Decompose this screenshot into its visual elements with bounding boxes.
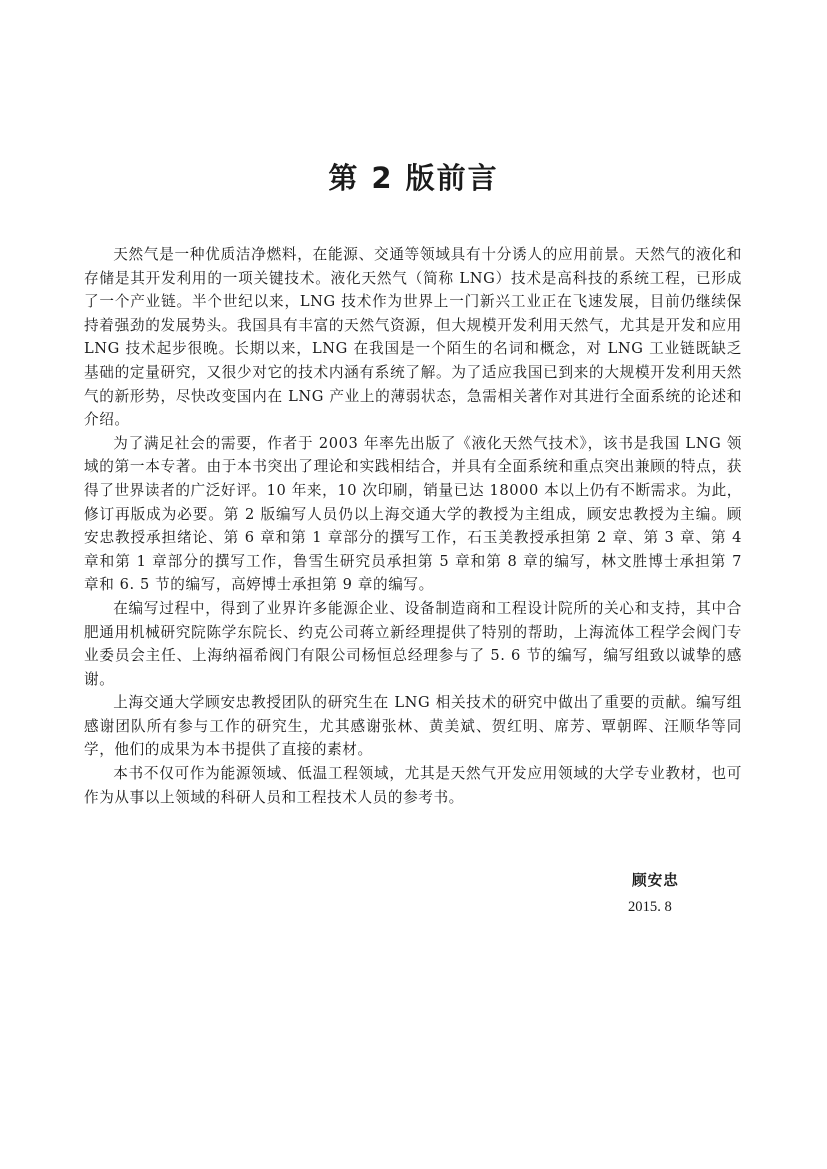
preface-body (84, 243, 742, 809)
signature-block (628, 868, 718, 920)
paragraph-1: 天然气是一种优质洁净燃料，在能源、交通等领域具有十分诱人的应用前景。天然气的液化和存储是其开发利用的一项关键技术。液化天然气（简称 LNG）技术是高科技的系统工程，已形成了一个产业链。半个世纪以来，LNG 技术作为世界上一门新兴工业正在飞速发展，目前仍继续保持着强劲的发展势头。我国具有丰富的天然气资源，但大规模开发利用天然气，尤其是开发和应用 LNG 技术起步很晚。长期以来，LNG 在我国是一个陌生的名词和概念，对 LNG 工业链既缺乏基础的定量研究，又很少对它的技术内涵有系统了解。为了适应我国已到来的大规模开发利用天然气的新形势，尽快改变国内在 LNG 产业上的薄弱状态，急需相关著作对其进行全面系统的论述和介绍。 (84, 246, 742, 429)
paragraph-2: 为了满足社会的需要，作者于 2003 年率先出版了《液化天然气技术》，该书是我国 LNG 领域的第一本专著。由于本书突出了理论和实践相结合，并具有全面系统和重点突出兼顾的特点，获得了世界读者的广泛好评。10 年来，10 次印刷，销量已达 18000 本以上仍有不断需求。为此，修订再版成为必要。第 2 版编写人员仍以上海交通大学的教授为主组成，顾安忠教授为主编。顾安忠教授承担绪论、第 6 章和第 1 章部分的撰写工作，石玉美教授承担第 2 章、第 3 章、第 4 章和第 1 章部分的撰写工作，鲁雪生研究员承担第 5 章和第 8 章的编写，林文胜博士承担第 7 章和 6. 5 节的编写，高婷博士承担第 9 章的编写。 (84, 434, 742, 594)
paragraph-3: 在编写过程中，得到了业界许多能源企业、设备制造商和工程设计院所的关心和支持，其中合肥通用机械研究院陈学东院长、约克公司蒋立新经理提供了特别的帮助，上海流体工程学会阀门专业委员会主任、上海纳福希阀门有限公司杨恒总经理参与了 5. 6 节的编写，编写组致以诚挚的感谢。 (84, 599, 742, 688)
signature-date: 2015. 8 (628, 899, 672, 915)
paragraph-5: 本书不仅可作为能源领域、低温工程领域，尤其是天然气开发应用领域的大学专业教材，也可作为从事以上领域的科研人员和工程技术人员的参考书。 (84, 765, 742, 806)
page-title: 第 2 版前言 (328, 161, 499, 195)
author-name: 顾安忠 (632, 872, 679, 889)
paragraph-4: 上海交通大学顾安忠教授团队的研究生在 LNG 相关技术的研究中做出了重要的贡献。编写组感谢团队所有参与工作的研究生，尤其感谢张林、黄美斌、贺红明、席芳、覃朝晖、汪顺华等同学，他们的成果为本书提供了直接的素材。 (84, 694, 742, 759)
